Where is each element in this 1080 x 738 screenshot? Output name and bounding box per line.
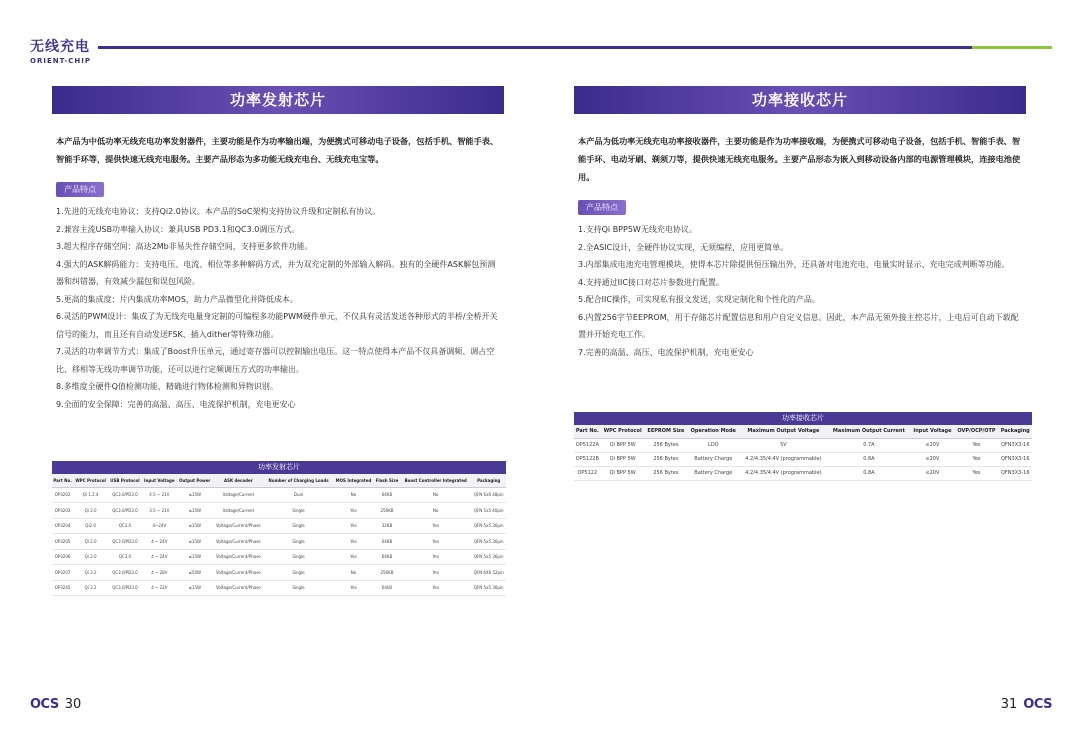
table-cell: 4.2/4.35/4.4V (programmable) xyxy=(739,466,827,480)
table-cell: Yes xyxy=(400,534,471,550)
table-row xyxy=(574,438,1032,452)
table-cell: Yes xyxy=(333,534,374,550)
transmitter-table xyxy=(52,461,506,596)
table-cell: Single xyxy=(264,503,333,519)
table-cell: Voltage/Current/Phase xyxy=(213,518,264,534)
table-cell: 32KB xyxy=(374,518,400,534)
table-cell: Battery Charge xyxy=(687,466,739,480)
header-divider-accent xyxy=(972,46,1052,49)
table-cell: Yes xyxy=(954,438,998,452)
table-cell: Single xyxy=(264,580,333,596)
table-row xyxy=(52,487,506,503)
feature-item: 5.更高的集成度：片内集成功率MOS，助力产品微型化并降低成本。 xyxy=(56,294,298,304)
table-cell: OP3207 xyxy=(52,565,73,581)
table-cell: QC3.0/PD3.0 xyxy=(108,487,142,503)
table-header-cell: Number of Charging Loads xyxy=(264,474,333,487)
table-cell: 256 Bytes xyxy=(645,452,688,466)
table-cell: Qi BPP 5W xyxy=(601,452,645,466)
ocs-logo: OCS xyxy=(1023,697,1052,712)
table-cell: 64KB xyxy=(374,487,400,503)
table-cell: QC3.0 xyxy=(108,518,142,534)
table-header-cell: Boost Controller Integrated xyxy=(400,474,471,487)
table-cell: Qi 2.2 xyxy=(73,580,108,596)
table-cell: QC3.0 xyxy=(108,549,142,565)
table-cell: QC3.0/PD3.0 xyxy=(108,565,142,581)
table-cell: OP3245 xyxy=(52,580,73,596)
table-cell: Yes xyxy=(333,503,374,519)
table-row xyxy=(52,518,506,534)
table-header-cell: Packaging xyxy=(999,425,1032,438)
table-title: 功率接收芯片 xyxy=(574,412,1032,425)
features-tag: 产品特点 xyxy=(56,182,104,197)
table-cell: Qi 2.2 xyxy=(73,565,108,581)
table-cell: OP5122B xyxy=(574,452,601,466)
table-cell: QFN3X3-16 xyxy=(999,438,1032,452)
table-cell: 256KB xyxy=(374,565,400,581)
table-cell: ≤50W xyxy=(177,565,213,581)
table-header-cell: Flash Size xyxy=(374,474,400,487)
table-cell: Qi2.0 xyxy=(73,518,108,534)
transmitter-features xyxy=(52,203,504,413)
table-cell: 3.5 ~ 21V xyxy=(142,503,177,519)
table-cell: QFN 5x5 36pin xyxy=(471,549,506,565)
table-cell: 0.8A xyxy=(827,452,910,466)
table-cell: No xyxy=(333,565,374,581)
section-title-transmitter: 功率发射芯片 xyxy=(52,86,504,114)
feature-item: 1.先进的无线充电协议：支持Qi2.0协议。本产品的SoC架构支持协议升级和定制私有协议。 xyxy=(56,207,381,216)
feature-item: 4.支持通过IIC接口对芯片参数进行配置。 xyxy=(578,277,724,287)
table-cell: 4 ~ 24V xyxy=(142,534,177,550)
table-cell: 4~24V xyxy=(142,518,177,534)
table-cell: 5V xyxy=(739,438,827,452)
feature-item: 6.灵活的PWM设计：集成了为无线充电量身定制的可编程多功能PWM硬件单元，不仅具有灵活发送各种形式的半桥/全桥开关信号的能力，而且还有自动发送FSK、插入dither等特殊功能。 xyxy=(56,312,498,339)
table-cell: Voltage/Current/Phase xyxy=(213,549,264,565)
table-cell: 256KB xyxy=(374,503,400,519)
table-cell: No xyxy=(400,487,471,503)
table-cell: Qi 2.0 xyxy=(73,503,108,519)
table-row xyxy=(52,549,506,565)
table-row xyxy=(52,503,506,519)
receiver-intro: 本产品为低功率无线充电功率接收器件，主要功能是作为功率接收端，为便携式可移动电子设备，包括手机、智能手表、智能手环、电动牙刷、剃须刀等，提供快速无线充电服务。主要产品形态为嵌入到移动设备内部的电源管理模块，连接电池使用。 xyxy=(578,136,1021,182)
feature-item: 2.全ASIC设计，全硬件协议实现，无须编程，应用更简单。 xyxy=(578,242,789,252)
feature-item: 3.超大程序存储空间：高达2Mb非易失性存储空间，支持更多软件功能。 xyxy=(56,242,313,251)
table-cell: ≤20V xyxy=(910,438,954,452)
table-cell: 0.8A xyxy=(827,466,910,480)
feature-item: 3.内部集成电池充电管理模块，使得本芯片除提供恒压输出外，还具备对电池充电、电量实时显示、充电完成判断等功能。 xyxy=(578,260,1010,269)
ocs-logo: OCS xyxy=(30,697,59,712)
table-cell: Yes xyxy=(333,518,374,534)
table-header-cell: WPC Protocol xyxy=(601,425,645,438)
table-header-cell: ASK decoder xyxy=(213,474,264,487)
table-header-cell: USB Protocol xyxy=(108,474,142,487)
table-header-cell: Packaging xyxy=(471,474,506,487)
table-cell: Single xyxy=(264,549,333,565)
feature-item: 2.兼容主流USB功率输入协议：兼具USB PD3.1和QC3.0调压方式。 xyxy=(56,224,300,234)
table-cell: QC3.0/PD3.0 xyxy=(108,534,142,550)
table-cell: Qi 2.0 xyxy=(73,534,108,550)
table-cell: QFN3X3-16 xyxy=(999,466,1032,480)
table-cell: 256 Bytes xyxy=(645,438,688,452)
table-cell: 4.2/4.35/4.4V (programmable) xyxy=(739,452,827,466)
table-cell: ≤15W xyxy=(177,503,213,519)
table-header-cell: WPC Protocol xyxy=(73,474,108,487)
page-number-left: 30 xyxy=(64,697,82,712)
table-cell: Single xyxy=(264,534,333,550)
table-cell: OP3203 xyxy=(52,503,73,519)
brand-logo xyxy=(30,36,100,65)
table-row xyxy=(574,452,1032,466)
table-cell: OP3205 xyxy=(52,534,73,550)
table-cell: QFN 6x6 48pin xyxy=(471,487,506,503)
table-cell: QFN 5x5 36pin xyxy=(471,518,506,534)
table-cell: Voltage/Current/Phase xyxy=(213,580,264,596)
transmitter-intro: 本产品为中低功率无线充电功率发射器件，主要功能是作为功率输出端，为便携式可移动电子设备，包括手机、智能手表、智能手环等，提供快速无线充电服务。主要产品形态为多功能无线充电台、无线充电宝等。 xyxy=(56,136,499,164)
table-header-cell: Part No. xyxy=(52,474,73,487)
table-header-cell: Input Voltage xyxy=(910,425,954,438)
table-cell: OP3204 xyxy=(52,518,73,534)
table-cell: Yes xyxy=(400,565,471,581)
table-header-cell: EEPROM Size xyxy=(645,425,688,438)
table-cell: Battery Charge xyxy=(687,452,739,466)
table-cell: Yes xyxy=(333,549,374,565)
table-cell: OP5122 xyxy=(574,466,601,480)
table-cell: 64kB xyxy=(374,580,400,596)
table-cell: QFN 5x5 36pin xyxy=(471,580,506,596)
table-header-cell: MOS Integrated xyxy=(333,474,374,487)
table-cell: QFN 5x5 36pin xyxy=(471,534,506,550)
table-header-cell: Maximum Output Voltage xyxy=(739,425,827,438)
table-cell: OP3206 xyxy=(52,549,73,565)
table-header-cell: Output Power xyxy=(177,474,213,487)
table-cell: Voltage/Current xyxy=(213,503,264,519)
table-cell: QC3.0/PD3.0 xyxy=(108,580,142,596)
table-cell: Qi 2.0 xyxy=(73,549,108,565)
feature-item: 7.灵活的功率调节方式：集成了Boost升压单元，通过寄存器可以控制输出电压。这一特点使得本产品不仅具备调频、调占空比、移相等无线功率调节功能，还可以进行定频调压方式的功率输出。 xyxy=(56,347,495,374)
table-row xyxy=(574,466,1032,480)
table-cell: QFN 5x5 40pin xyxy=(471,503,506,519)
table-cell: ≤15W xyxy=(177,580,213,596)
feature-item: 1.支持Qi BPP5W无线充电协议。 xyxy=(578,225,697,234)
table-cell: Yes xyxy=(954,452,998,466)
table-cell: Yes xyxy=(400,518,471,534)
footer-left xyxy=(30,697,87,712)
table-cell: Qi BPP 5W xyxy=(601,466,645,480)
receiver-table xyxy=(574,412,1032,481)
table-cell: Single xyxy=(264,565,333,581)
feature-item: 4.强大的ASK解码能力：支持电压、电流、相位等多种解码方式，并为双充定制的外部输入解码。独有的全硬件ASK解包预测器和纠错器，有效减少漏包和误包风险。 xyxy=(56,259,496,286)
table-cell: No xyxy=(333,487,374,503)
feature-item: 7.完善的高温、高压、电流保护机制，充电更安心 xyxy=(578,347,754,357)
table-cell: Yes xyxy=(954,466,998,480)
table-cell: Yes xyxy=(333,580,374,596)
table-cell: 64KB xyxy=(374,534,400,550)
table-cell: QFN3X3-16 xyxy=(999,452,1032,466)
table-header-cell: Maximum Output Current xyxy=(827,425,910,438)
table-cell: Dual xyxy=(264,487,333,503)
table-cell: OP5122A xyxy=(574,438,601,452)
table-cell: Yes xyxy=(400,580,471,596)
receiver-features xyxy=(574,221,1026,361)
table-cell: OP3202 xyxy=(52,487,73,503)
table-cell: 4 ~ 24V xyxy=(142,549,177,565)
logo-chinese: 无线充电 xyxy=(30,39,90,55)
table-cell: No xyxy=(400,503,471,519)
table-header-cell: Part No. xyxy=(574,425,601,438)
table-cell: 256 Bytes xyxy=(645,466,688,480)
table-cell: ≤20V xyxy=(910,452,954,466)
table-cell: Yes xyxy=(400,549,471,565)
table-cell: Qi BPP 5W xyxy=(601,438,645,452)
logo-english: ORIENT-CHIP xyxy=(30,57,91,65)
right-page xyxy=(574,86,1026,361)
table-cell: 4 ~ 22V xyxy=(142,580,177,596)
table-cell: Voltage/Current/Phase xyxy=(213,565,264,581)
table-cell: 0.7A xyxy=(827,438,910,452)
table-header-cell: Input Voltage xyxy=(142,474,177,487)
page-number-right: 31 xyxy=(1000,697,1018,712)
table-cell: 4 ~ 28V xyxy=(142,565,177,581)
footer-right xyxy=(995,697,1052,712)
features-tag: 产品特点 xyxy=(578,200,626,215)
table-row xyxy=(52,580,506,596)
table-row xyxy=(52,534,506,550)
table-title: 功率发射芯片 xyxy=(52,461,506,474)
table-cell: Voltage/Current xyxy=(213,487,264,503)
table-cell: ≤15W xyxy=(177,487,213,503)
table-cell: Single xyxy=(264,518,333,534)
table-cell: ≤15W xyxy=(177,534,213,550)
feature-item: 5.配合IIC操作，可实现私有报文发送，实现定制化和个性化的产品。 xyxy=(578,295,820,304)
table-cell: 64KB xyxy=(374,549,400,565)
table-cell: Qi 1.2.4 xyxy=(73,487,108,503)
table-row xyxy=(52,565,506,581)
table-header-cell: Operation Mode xyxy=(687,425,739,438)
table-cell: 4.5 ~ 21V xyxy=(142,487,177,503)
section-title-receiver: 功率接收芯片 xyxy=(574,86,1026,114)
feature-item: 8.多维度全硬件Q值检测功能，精确进行物体检测和异物识别。 xyxy=(56,382,278,391)
left-page xyxy=(52,86,504,413)
header-divider xyxy=(98,46,1038,49)
table-header-cell: OVP/OCP/OTP xyxy=(954,425,998,438)
table-cell: Voltage/Current/Phase xyxy=(213,534,264,550)
table-cell: ≤15W xyxy=(177,549,213,565)
table-cell: LDO xyxy=(687,438,739,452)
table-cell: ≤15W xyxy=(177,518,213,534)
feature-item: 6.内置256字节EEPROM，用于存储芯片配置信息和用户自定义信息。因此，本产品无须外接主控芯片，上电后可自动下载配置并开始充电工作。 xyxy=(578,312,1019,339)
feature-item: 9.全面的安全保障：完善的高温、高压、电流保护机制，充电更安心 xyxy=(56,399,296,409)
table-cell: ≤20V xyxy=(910,466,954,480)
table-cell: QFN 6X6 52pin xyxy=(471,565,506,581)
table-cell: QC3.0/PD3.0 xyxy=(108,503,142,519)
